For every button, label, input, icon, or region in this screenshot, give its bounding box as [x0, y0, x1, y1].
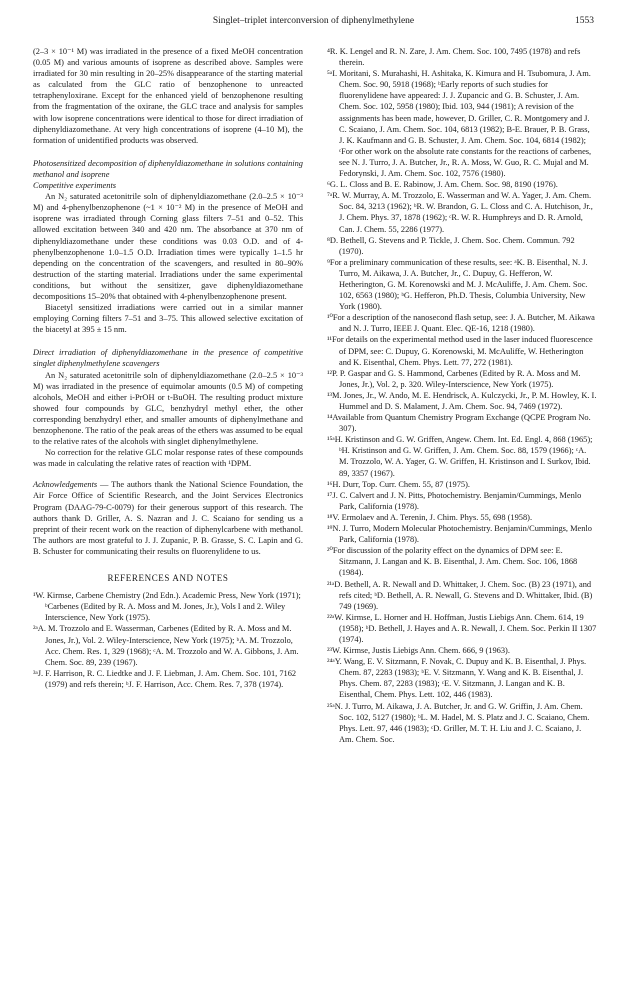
reference-item: ²¹ᵃD. Bethell, A. R. Newall and D. Whittaker, J. Chem. Soc. (B) 23 (1971), and refs cited; ᵇD. Bethell, A. R. Newall, G. Stevens and D. Whittaker, Ibid. (B) 749 (1969).: [327, 579, 593, 611]
left-column: [33, 46, 303, 690]
acknowledgements: [33, 479, 303, 557]
reference-item: ¹⁷J. C. Calvert and J. N. Pitts, Photochemistry. Benjamin/Cummings, Menlo Park, California (1978).: [327, 490, 582, 511]
reference-item: ¹³M. Jones, Jr., W. Ando, M. E. Hendrisck, A. Kulczycki, Jr., P. M. Howley, K. I. Hummel and D. S. Malament, J. Am. Chem. Soc. 94, 7469 (1972).: [327, 390, 597, 411]
reference-item: ¹²P. P. Gaspar and G. S. Hammond, Carbenes (Edited by R. A. Moss and M. Jones, Jr.), Vol. 2, p. 320. Wiley-Interscience, New York (1975).: [327, 368, 581, 389]
body-paragraph: An N₂ saturated acetonitrile soln of diphenyldiazomethane (2.0–2.5 × 10⁻³ M) and 4-phenylbenzophenone (~1 × 10⁻² M) in the presence of MeOH and isoprene was irradiated through Corning glass filters 7–51 and 0–52. This allowed excitation between 340 and 420 nm. The absorbance at 370 nm of diphenyldiazomethane under these conditions was 0.03 O.D. and of 4-phenylbenzophenone 1.0–1.5 O.D. Irradiation times were typically 1–1.5 hr depending on the concentration of the scavengers, and resulted in 80–90% destruction of the starting material. Irradiations under the same experimental conditions, but without the sensitizer, gave diphenyldiazomethane decompositions 15–20% that obtained with 4-phenylbenzophenone present.: [33, 192, 303, 301]
reference-item: ²⁴ᵃY. Wang, E. V. Sitzmann, F. Novak, C. Dupuy and K. B. Eisenthal, J. Phys. Chem. 87, 2283 (1983); ᵇE. V. Sitzmann, Y. Wang and K. B. Eisenthal, J. Phys. Chem. 87, 2283 (1983); ᶜE. V. Sitzmann, J. Langan and K. B. Eisenthal, Chem. Phys. Lett. 102, 446 (1983).: [327, 657, 587, 700]
reference-item: ¹⁰For a description of the nanosecond flash setup, see: J. A. Butcher, M. Aikawa and N. J. Turro, IEEE J. Quant. Elec. QE-16, 1218 (1980).: [327, 313, 595, 334]
reference-item: ¹⁶H. Durr, Top. Curr. Chem. 55, 87 (1975).: [327, 479, 470, 489]
body-paragraph: No correction for the relative GLC molar response rates of these compounds was made in calculating the relative rates of reaction with ¹DPM.: [33, 448, 303, 469]
reference-item: ²³W. Kirmse, Justis Liebigs Ann. Chem. 666, 9 (1963).: [327, 646, 510, 656]
references-heading: REFERENCES AND NOTES: [107, 573, 229, 584]
reference-item: ⁵ᵃI. Moritani, S. Murahashi, H. Ashitaka, K. Kimura and H. Tsubomura, J. Am. Chem. Soc. 90, 5918 (1968); ᵇEarly reports of such studies for fluorenylidene have appeared: J. J. Zupancic and G. B. Schuster, J. Am. Chem. Soc. 102, 5958 (1980); Ibid. 103, 944 (1981); A revision of the assignments has been made, however, D. Griller, C. R. Montgomery and J. C. Scaiano, J. Am. Chem. Soc. 104, 6813 (1982); B-E. Brauer, P. B. Grass, J. K. Kaufmann and G. B. Schuster, J. Am. Chem. Soc. 104, 6814 (1982); ᶜFor other work on the absolute rate constants for the reactions of carbenes, see N. J. Turro, J. A. Butcher, Jr., R. A. Moss, W. Guo, R. C. Mujal and M. Fedorynski, J. Am. Chem. Soc. 102, 7576 (1980).: [327, 69, 592, 179]
body-paragraph: An N₂ saturated acetonitrile soln of diphenyldiazomethane (2.0–2.5 × 10⁻³ M) was irradiated in the presence of equimolar amounts (0.5 M) of competing alcohols, MeOH and either i-PrOH or t-BuOH. The resulting product mixture showed four compounds by GLC, benzhydryl methyl ether, the other corresponding benzhydryl ether, and smaller amounts of diphenylmethane and benzophenone. The ratio of the peak areas of the ethers was assumed to be equal to the relative rates of the alcohols with singlet diphenylmethylene.: [33, 370, 303, 447]
page-header: [33, 16, 594, 28]
running-title: Singlet–triplet interconversion of diphenylmethylene: [212, 16, 415, 26]
page-number: 1553: [575, 16, 594, 26]
reference-item: ²⁰For discussion of the polarity effect on the dynamics of DPM see: E. Sitzmann, J. Langan and K. B. Eisenthal, J. Am. Chem. Soc. 106, 1868 (1984).: [327, 546, 578, 578]
reference-item: ¹⁹N. J. Turro, Modern Molecular Photochemistry. Benjamin/Cummings, Menlo Park, California (1978).: [327, 524, 592, 545]
reference-item: ²⁵ᵃN. J. Turro, M. Aikawa, J. A. Butcher, Jr. and G. W. Griffin, J. Am. Chem. Soc. 102, 5127 (1980); ᵇL. M. Hadel, M. S. Platz and J. C. Scaiano, Chem. Phys. Lett. 97, 446 (1983); ᶜD. Griller, M. T. H. Liu and J. C. Scaiano, J. Am. Chem. Soc.: [327, 701, 590, 744]
reference-item: ³ᵃJ. F. Harrison, R. C. Liedtke and J. F. Liebman, J. Am. Chem. Soc. 101, 7162 (1979) and refs therein; ᵇJ. F. Harrison, Acc. Chem. Res. 7, 378 (1974).: [33, 668, 297, 689]
reference-item: ²²ᵃW. Kirmse, L. Horner and H. Hoffman, Justis Liebigs Ann. Chem. 614, 19 (1958); ᵇD. Bethell, J. Hayes and A. R. Newall, J. Chem. Soc. Perkin II 1307 (1974).: [327, 612, 597, 644]
section-heading-direct-irradiation: Direct irradiation of diphenyldiazomethane in the presence of competitive singlet diphenylmethylene scavengers: [33, 348, 303, 369]
subsection-heading-competitive: Competitive experiments: [33, 181, 117, 191]
reference-item: ⁶G. L. Closs and B. E. Rabinow, J. Am. Chem. Soc. 98, 8190 (1976).: [327, 180, 558, 190]
reference-item: ¹¹For details on the experimental method used in the laser induced fluorescence of DPM, see: C. Dupuy, G. Korenowski, M. McAuliffe, W. Hetherington and K. Eisenthal, Chem. Phys. Lett. 77, 272 (1981).: [327, 335, 593, 367]
acknowledgements-label: Acknowledgements: [33, 480, 98, 490]
reference-item: ¹⁵ᵃH. Kristinson and G. W. Griffen, Angew. Chem. Int. Ed. Engl. 4, 868 (1965); ᵇH. Kristinson and G. W. Griffen, J. Am. Chem. Soc. 88, 1579 (1966); ᶜA. M. Trozzolo, W. A. Yager, G. W. Griffen, H. Kristinson and I. Surkov, Ibid. 89, 3357 (1967).: [327, 435, 593, 478]
acknowledgements-text: — The authors thank the National Science Foundation, the Air Force Office of Scientific Research, and the Joint Services Electronics Program (DAAG-79-C-0079) for their generous support of this research. The authors thank D. Griller, A. S. Nazran and J. C. Scaiano for sending us a preprint of their recent work on the reaction of diphenylcarbene with methanol. The authors are most grateful to J. J. Zupanic, P. B. Grasse, S. C. Lapin and G. B. Schuster for communicating their results on fluorenylidene to us.: [33, 480, 303, 556]
reference-item: ¹⁸V. Ermolaev and A. Terenin, J. Chim. Phys. 55, 698 (1958).: [327, 512, 533, 522]
right-column: [327, 46, 597, 745]
reference-item: ⁸D. Bethell, G. Stevens and P. Tickle, J. Chem. Soc. Chem. Commun. 792 (1970).: [327, 235, 575, 256]
reference-item: ¹⁴Available from Quantum Chemistry Program Exchange (QCPE Program No. 307).: [327, 413, 591, 434]
reference-item: ⁴R. K. Lengel and R. N. Zare, J. Am. Chem. Soc. 100, 7495 (1978) and refs therein.: [327, 47, 581, 68]
reference-item: ⁷ᵃR. W. Murray, A. M. Trozzolo, E. Wasserman and W. A. Yager, J. Am. Chem. Soc. 84, 3213 (1962); ᵇR. W. Brandon, G. L. Closs and C. A. Hutchison, Jr., J. Chem. Phys. 37, 1878 (1962); ᶜR. W. R. Humphreys and D. R. Arnold, Can. J. Chem. 55, 2286 (1977).: [327, 191, 593, 234]
body-paragraph: Biacetyl sensitized irradiations were carried out in a similar manner employing Corning filters 7–51 and 3–75. This allowed selective excitation of the biacetyl at 395 ± 15 nm.: [33, 303, 303, 335]
reference-item: ¹W. Kirmse, Carbene Chemistry (2nd Edn.). Academic Press, New York (1971); ᵇCarbenes (Edited by R. A. Moss and M. Jones, Jr.), Vols I and 2. Wiley Interscience, New York (1975).: [33, 591, 301, 623]
body-paragraph: (2–3 × 10⁻¹ M) was irradiated in the presence of a fixed MeOH concentration (0.05 M) and various amounts of isoprene as described above. Samples were irradiated for 30 min resulting in 20–25% disappearance of the starting material as calculated from the GLC ratio of benzophenone to unreacted tetraphenyloxirane. Except for the enhanced yield of benzophenone resulting from the fragmentation of the oxirane, the GLC trace and analysis for samples with low isoprene concentrations were identical to those for direct irradiation of diphenyldiazomethane. At very high concentrations of isoprene (4–10 M), the formation of unidentified products was observed.: [33, 47, 303, 145]
reference-item: ⁹For a preliminary communication of these results, see: ᵃK. B. Eisenthal, N. J. Turro, M. Aikawa, J. A. Butcher, Jr., C. Dupuy, G. Hefferon, W. Hetherington, G. M. Korenowski and M. J. McAuliffe, J. Am. Chem. Soc. 102, 6563 (1980); ᵇG. Hefferon, Ph.D. Thesis, Columbia University, New York (1980).: [327, 257, 588, 312]
section-heading-photosensitized: Photosensitized decomposition of diphenyldiazomethane in solutions containing methanol and isoprene: [33, 158, 303, 179]
reference-item: ²ᵃA. M. Trozzolo and E. Wasserman, Carbenes (Edited by R. A. Moss and M. Jones, Jr.), Vol. 2. Wiley-Interscience, New York (1975); ᵇA. M. Trozzolo, Acc. Chem. Res. 1, 329 (1968); ᶜA. M. Trozzolo and W. A. Gibbons, J. Am. Chem. Soc. 89, 239 (1967).: [33, 624, 299, 667]
